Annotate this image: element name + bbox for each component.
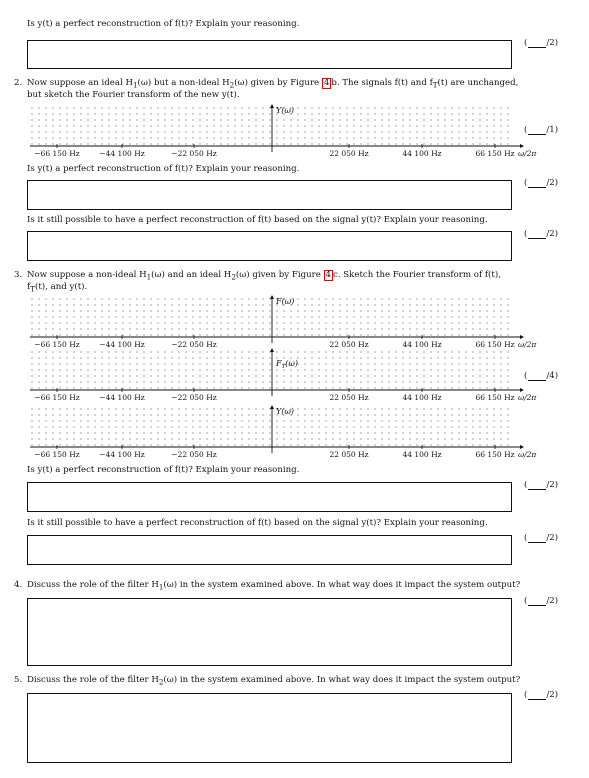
- x-tick-label: 22 050 Hz: [329, 393, 369, 402]
- q4-score: ( /2): [524, 596, 559, 606]
- q3a-answer-box[interactable]: [27, 482, 512, 512]
- x-tick-label: −22 050 Hz: [171, 450, 217, 459]
- x-tick-label: −66 150 Hz: [34, 393, 80, 402]
- y-axis-arrow-icon: [270, 295, 274, 299]
- q5-score: ( /2): [524, 690, 559, 700]
- sketch-grid: [31, 107, 508, 144]
- q5-number: 5.: [14, 675, 23, 685]
- q4-answer-box[interactable]: [27, 598, 512, 666]
- q3b-question: Is it still possible to have a perfect reconstruction of f(t) based on the signal y(t)? Explain your reasoning.: [27, 518, 488, 528]
- x-tick-label: 66 150 Hz: [475, 340, 515, 349]
- sketch-grid: [31, 298, 508, 335]
- q2a-score: ( /2): [524, 178, 559, 188]
- q3a-question: Is y(t) a perfect reconstruction of f(t)? Explain your reasoning.: [27, 465, 300, 475]
- q3-prompt-line1: Now suppose a non-ideal $H_1(\omega)$ and an ideal $H_2(\omega)$ given by Figure 4 c. Sketch the Fourier transform of f(t),: [27, 270, 501, 282]
- q1-answer-box[interactable]: [27, 40, 512, 69]
- x-tick-label: −22 050 Hz: [171, 393, 217, 402]
- sketch-grid: [31, 408, 508, 445]
- q2-sketch-axes[interactable]: [0, 102, 589, 162]
- x-tick-label: −44 100 Hz: [99, 149, 145, 158]
- q3b-score: ( /2): [524, 533, 559, 543]
- x-tick-label: 66 150 Hz: [475, 450, 515, 459]
- q3b-answer-box[interactable]: [27, 535, 512, 565]
- x-tick-label: −44 100 Hz: [99, 393, 145, 402]
- x-axis-label: ω/2π: [518, 450, 537, 459]
- x-axis-arrow-icon: [520, 388, 524, 392]
- q4-question: Discuss the role of the filter $H_1(\omega)$ in the system examined above. In what way does it impact the system output?: [27, 580, 521, 592]
- q2b-score: ( /2): [524, 229, 559, 239]
- x-tick-label: −66 150 Hz: [34, 149, 80, 158]
- y-axis-arrow-icon: [270, 104, 274, 108]
- figure-ref-link[interactable]: 4: [325, 270, 332, 280]
- x-tick-label: −22 050 Hz: [171, 149, 217, 158]
- x-axis-label: ω/2π: [518, 149, 537, 158]
- q1-score: ( /2): [524, 38, 559, 48]
- q3-sketch-axes-y[interactable]: [0, 403, 589, 463]
- q2-prompt-line1: Now suppose an ideal $H_1(\omega)$ but a non-ideal $H_2(\omega)$ given by Figure 4 b. The signals f(t) and $f_T(t)$ are unchanged,: [27, 78, 519, 90]
- y-axis-label: $F_T(\omega)$: [276, 359, 298, 370]
- x-axis-arrow-icon: [520, 335, 524, 339]
- x-tick-label: 44 100 Hz: [402, 340, 442, 349]
- x-tick-label: 66 150 Hz: [475, 149, 515, 158]
- x-tick-label: −44 100 Hz: [99, 450, 145, 459]
- x-tick-label: 44 100 Hz: [402, 149, 442, 158]
- x-axis-label: ω/2π: [518, 393, 537, 402]
- x-axis-label: ω/2π: [518, 340, 537, 349]
- x-tick-label: 22 050 Hz: [329, 149, 369, 158]
- q5-question: Discuss the role of the filter $H_2(\omega)$ in the system examined above. In what way does it impact the system output?: [27, 675, 521, 687]
- q3a-score: ( /2): [524, 480, 559, 490]
- q2a-question: Is y(t) a perfect reconstruction of f(t)? Explain your reasoning.: [27, 164, 300, 174]
- y-axis-label: Y(ω): [276, 407, 295, 416]
- y-axis-label: Y(ω): [276, 106, 295, 115]
- x-tick-label: −22 050 Hz: [171, 340, 217, 349]
- q2-plot-score: ( /1): [524, 125, 559, 135]
- q3-sketch-axes-ft[interactable]: [0, 346, 589, 406]
- y-axis-arrow-icon: [270, 348, 274, 352]
- y-axis-label: F(ω): [276, 297, 295, 306]
- x-tick-label: −44 100 Hz: [99, 340, 145, 349]
- x-tick-label: 22 050 Hz: [329, 340, 369, 349]
- q1-reconstruction-question: Is y(t) a perfect reconstruction of f(t)? Explain your reasoning.: [27, 19, 300, 29]
- q2-prompt-line2: but sketch the Fourier transform of the new y(t).: [27, 90, 240, 100]
- q3-plot-score: ( /4): [524, 371, 559, 381]
- y-axis-arrow-icon: [270, 405, 274, 409]
- q3-number: 3.: [14, 270, 23, 280]
- x-tick-label: 66 150 Hz: [475, 393, 515, 402]
- q2-number: 2.: [14, 78, 23, 88]
- x-axis-arrow-icon: [520, 144, 524, 148]
- x-tick-label: 44 100 Hz: [402, 450, 442, 459]
- x-tick-label: 44 100 Hz: [402, 393, 442, 402]
- figure-ref-link[interactable]: 4: [323, 78, 330, 88]
- q4-number: 4.: [14, 580, 23, 590]
- x-tick-label: −66 150 Hz: [34, 340, 80, 349]
- q3-sketch-axes-f[interactable]: [0, 293, 589, 353]
- q2a-answer-box[interactable]: [27, 180, 512, 210]
- q3-prompt-line2: $f_T(t)$, and y(t).: [27, 282, 88, 294]
- q2b-answer-box[interactable]: [27, 231, 512, 261]
- q5-answer-box[interactable]: [27, 693, 512, 763]
- x-tick-label: −66 150 Hz: [34, 450, 80, 459]
- sketch-grid: [31, 351, 508, 388]
- q2b-question: Is it still possible to have a perfect reconstruction of f(t) based on the signal y(t)? Explain your reasoning.: [27, 215, 488, 225]
- x-tick-label: 22 050 Hz: [329, 450, 369, 459]
- x-axis-arrow-icon: [520, 445, 524, 449]
